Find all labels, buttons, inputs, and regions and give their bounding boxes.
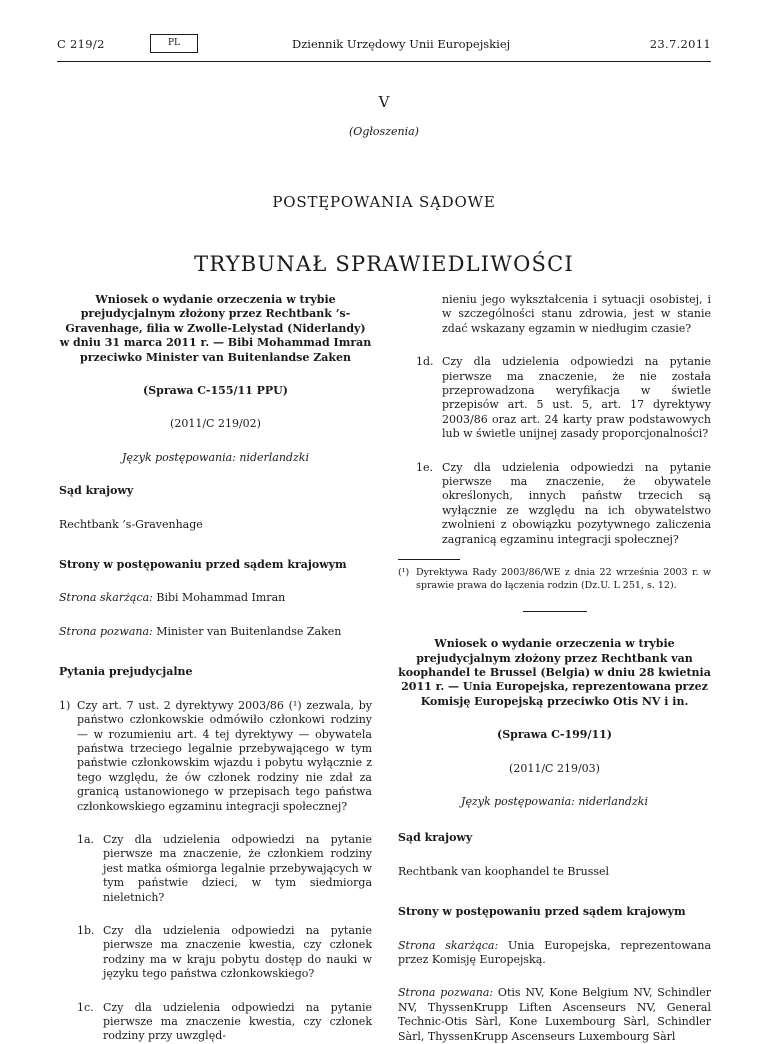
case1-plaintiff: Strona skarżąca: Bibi Mohammad Imran xyxy=(59,591,286,605)
left-column xyxy=(59,293,372,1044)
case2-number: (Sprawa C-199/11) xyxy=(496,728,612,742)
case1-questions-heading: Pytania prejudycjalne xyxy=(59,665,193,679)
section-subtitle: (Ogłoszenia) xyxy=(349,125,419,138)
question-1c: 1c. Czy dla udzielenia odpowiedzi na pytanie pierwsze ma znaczenie kwestia, czy członek rodziny przy uwzględ- xyxy=(77,1000,372,1043)
footnote-rule xyxy=(398,559,460,560)
case1-reference: (2011/C 219/02) xyxy=(170,417,261,431)
case1-court-label: Sąd krajowy xyxy=(59,484,134,498)
case1-heading: Wniosek o wydanie orzeczenia w trybie prejudycjalnym złożony przez Rechtbank ’s-Gravenhage, filia w Zwolle-Lelystad (Niderlandy) w dniu 31 marca 2011 r. — Bibi Mohammad Imran przeciwko Minister van Buitenlandse Zaken xyxy=(59,293,372,364)
question-1c-continued: nieniu jego wykształcenia i sytuacji osobistej, i w szczególności stanu zdrowia, jest w stanie zdać wskazany egzamin w niedługim czasie? xyxy=(442,293,711,335)
case2-parties-heading: Strony w postępowaniu przed sądem krajowym xyxy=(398,905,686,919)
case2-court-name: Rechtbank van koophandel te Brussel xyxy=(398,864,610,878)
case2-reference: (2011/C 219/03) xyxy=(509,761,600,775)
case2-defendant: Strona pozwana: Otis NV, Kone Belgium NV, Schindler NV, ThyssenKrupp Liften Ascenseurs NV, General Technic-Otis Sàrl, Kone Luxembourg Sàrl, Schindler Sàrl, ThyssenKrupp Ascenseurs Luxembourg Sàrl xyxy=(398,986,711,1043)
page-header xyxy=(57,34,711,56)
journal-title: Dziennik Urzędowy Unii Europejskiej xyxy=(292,37,511,51)
case-separator xyxy=(523,611,587,612)
issue-number: C 219/2 xyxy=(57,37,105,51)
case1-defendant: Strona pozwana: Minister van Buitenlandse Zaken xyxy=(59,624,342,638)
section-number: V xyxy=(378,93,390,111)
case1-language: Język postępowania: niderlandzki xyxy=(122,450,309,464)
question-1d: 1d. Czy dla udzielenia odpowiedzi na pytanie pierwsze ma znaczenie, że nie została przeprowadzona weryfikacja w świetle przepisów art. 5 ust. 5, art. 17 dyrektywy 2003/86 oraz art. 24 karty praw podstawowych lub w świetle unijnej zasady proporcjonalności? xyxy=(416,355,711,441)
question-1e: 1e. Czy dla udzielenia odpowiedzi na pytanie pierwsze ma znaczenie, że obywatele określonych, innych państw trzecich są wyłącznie ze względu na ich obywatelstwo zwolnieni z obowiązku pozytywnego zaliczenia zagranicą egzaminu integracji społecznej? xyxy=(416,460,711,546)
question-1b: 1b. Czy dla udzielenia odpowiedzi na pytanie pierwsze ma znaczenie kwestia, czy członek rodziny ma w kraju pobytu dostęp do nauki w języku tego państwa członkowskiego? xyxy=(77,923,372,981)
section-title: POSTĘPOWANIA SĄDOWE xyxy=(272,193,496,211)
language-badge: PL xyxy=(150,34,198,53)
question-1a: 1a. Czy dla udzielenia odpowiedzi na pytanie pierwsze ma znaczenie, że członkiem rodziny jest matka ośmiorga legalnie przebywających w tym państwie dzieci, w tym siedmiorga nieletnich? xyxy=(77,832,372,904)
case1-parties-heading: Strony w postępowaniu przed sądem krajowym xyxy=(59,558,347,572)
case1-court-name: Rechtbank ’s-Gravenhage xyxy=(59,517,203,531)
case2-language: Język postępowania: niderlandzki xyxy=(461,794,648,808)
issue-date: 23.7.2011 xyxy=(649,37,711,51)
case1-number: (Sprawa C-155/11 PPU) xyxy=(143,384,288,398)
footnote: (¹) Dyrektywa Rady 2003/86/WE z dnia 22 września 2003 r. w sprawie prawa do łączenia rodzin (Dz.U. L 251, s. 12). xyxy=(398,567,711,591)
case2-court-label: Sąd krajowy xyxy=(398,831,473,845)
question-1: 1) Czy art. 7 ust. 2 dyrektywy 2003/86 (¹) zezwala, by państwo członkowskie odmówiło członkowi rodziny — w rozumieniu art. 4 tej dyrektywy — obywatela państwa trzeciego legalnie przebywającego w tym państwie członkowskim wjazdu i pobytu wyłącznie z tego względu, że ów członek rodziny nie zdał za granicą ustanowionego w przepisach tego państwa członkowskiego egzaminu integracji społecznej? xyxy=(59,698,372,813)
case2-heading: Wniosek o wydanie orzeczenia w trybie prejudycjalnym złożony przez Rechtbank van koophandel te Brussel (Belgia) w dniu 28 kwietnia 2011 r. — Unia Europejska, reprezentowana przez Komisję Europejską przeciwko Otis NV i in. xyxy=(398,637,711,708)
header-rule xyxy=(57,61,711,62)
right-column xyxy=(398,293,711,1044)
court-title: TRYBUNAŁ SPRAWIEDLIWOŚCI xyxy=(194,252,574,276)
case2-plaintiff: Strona skarżąca: Unia Europejska, reprezentowana przez Komisję Europejską. xyxy=(398,938,711,966)
